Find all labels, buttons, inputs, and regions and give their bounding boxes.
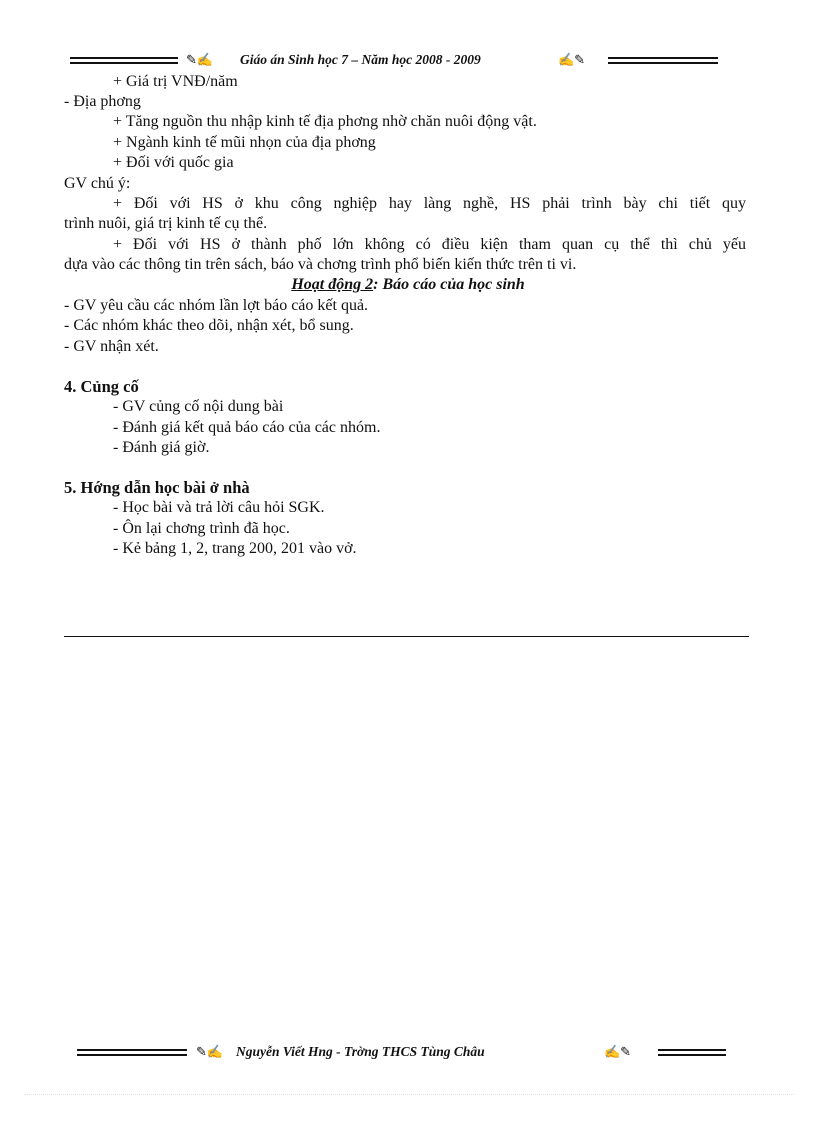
body-line: - Các nhóm khác theo dõi, nhận xét, bổ sung.	[64, 317, 354, 334]
body-line: - Địa phơng	[64, 93, 141, 110]
list-item: - Đánh giá kết quả báo cáo của các nhóm.	[113, 419, 381, 436]
footer-double-rule-left	[77, 1049, 187, 1056]
body-line: + Đối với HS ở khu công nghiệp hay làng nghề, HS phải trình bày chi tiết quy	[113, 195, 746, 212]
list-item: - GV củng cố nội dung bài	[113, 398, 284, 415]
body-line: GV chú ý:	[64, 175, 131, 192]
body-line: + Đối với HS ở thành phố lớn không có điều kiện tham quan cụ thể thì chủ yếu	[113, 236, 746, 253]
page-bottom-dotted-line	[24, 1094, 794, 1095]
section-4-title: 4. Củng cố	[64, 377, 139, 396]
footer-double-rule-right	[658, 1049, 726, 1056]
section-5-title: 5. Hớng dẫn học bài ở nhà	[64, 478, 250, 497]
page-footer	[0, 1042, 816, 1062]
body-line: + Ngành kinh tế mũi nhọn của địa phơng	[113, 134, 376, 151]
header-ornament-left: ✎✍	[186, 52, 214, 67]
body-line: trình nuôi, giá trị kinh tế cụ thể.	[64, 215, 268, 232]
body-line: + Đối với quốc gia	[113, 154, 234, 171]
list-item: - Đánh giá giờ.	[113, 439, 210, 456]
activity-title-rest: : Báo cáo của học sinh	[373, 276, 525, 293]
activity-title	[0, 275, 816, 295]
list-item: - Ôn lại chơng trình đã học.	[113, 520, 290, 537]
list-item: - Học bài và trả lời câu hỏi SGK.	[113, 499, 325, 516]
body-line: - GV yêu cầu các nhóm lần lợt báo cáo kết quả.	[64, 297, 369, 314]
header-ornament-right: ✍✎	[558, 52, 586, 67]
body-line: + Giá trị VNĐ/năm	[113, 73, 238, 90]
body-line: + Tăng nguồn thu nhập kinh tế địa phơng nhờ chăn nuôi động vật.	[113, 113, 537, 130]
body-line: - GV nhận xét.	[64, 338, 159, 355]
footer-author: Nguyễn Viết Hng - Trờng THCS Tùng Châu	[236, 1044, 485, 1059]
body-line: dựa vào các thông tin trên sách, báo và chơng trình phổ biến kiến thức trên ti vi.	[64, 256, 577, 273]
activity-title-underlined: Hoạt động 2	[291, 276, 374, 293]
page-header	[0, 50, 816, 70]
header-double-rule-left	[70, 57, 178, 64]
footer-ornament-right: ✍✎	[604, 1044, 632, 1059]
header-double-rule-right	[608, 57, 718, 64]
horizontal-rule	[64, 636, 749, 637]
footer-ornament-left: ✎✍	[196, 1044, 224, 1059]
list-item: - Kẻ bảng 1, 2, trang 200, 201 vào vở.	[113, 540, 357, 557]
header-title: Giáo án Sinh học 7 – Năm học 2008 - 2009	[240, 52, 481, 67]
